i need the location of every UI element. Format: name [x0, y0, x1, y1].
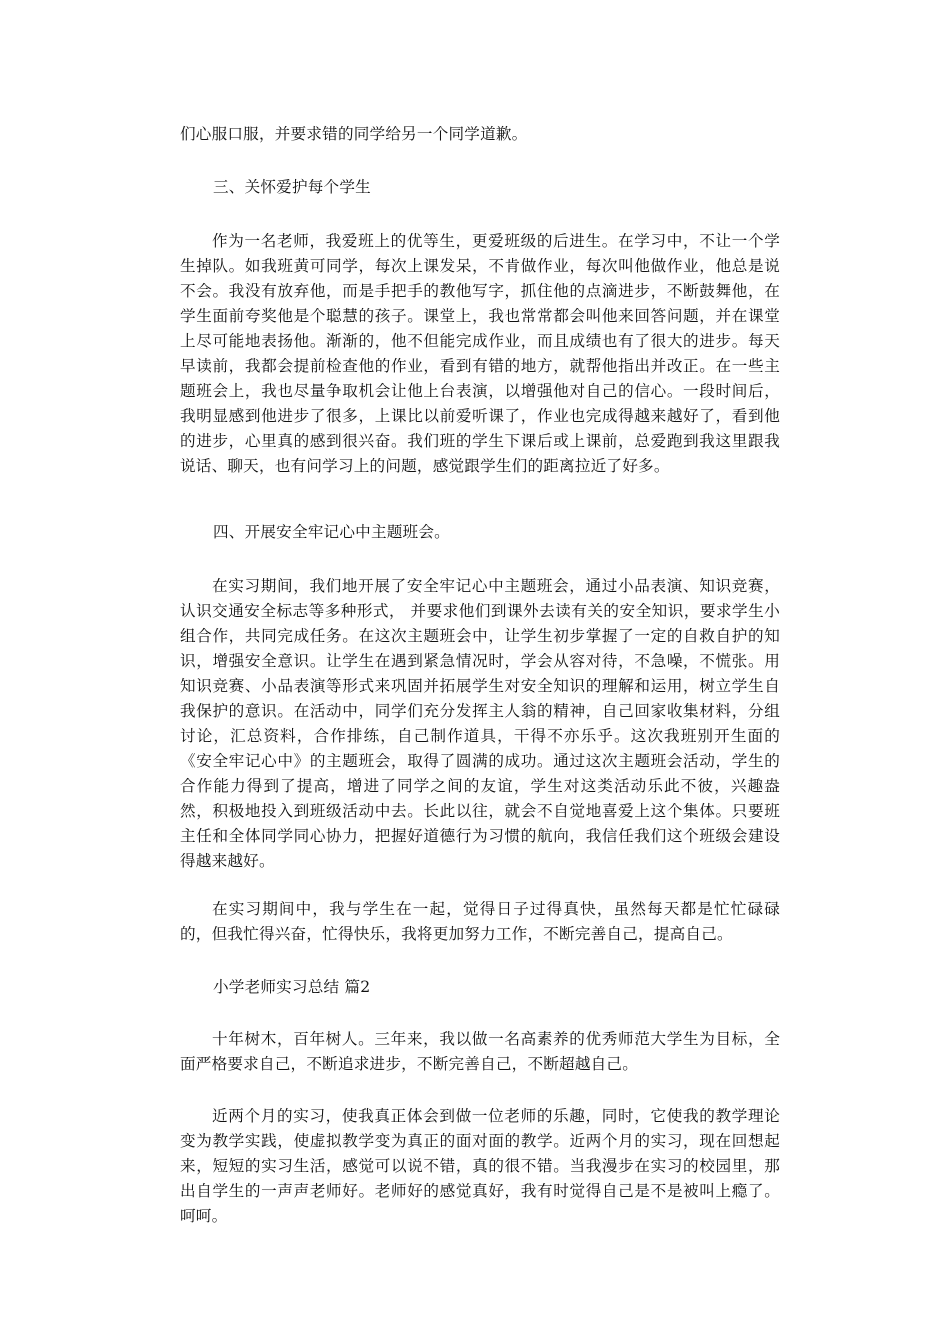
paragraph-care-for-students: 作为一名老师，我爱班上的优等生，更爱班级的后进生。在学习中，不让一个学生掉队。如我班黄可同学，每次上课发呆，不肯做作业，每次叫他做作业，他总是说不会。我没有放弃他，而是手把手的教他写字，抓住他的点滴进步，不断鼓舞他，在学生面前夸奖他是个聪慧的孩子。课堂上，我也常常都会叫他来回答问题，并在课堂上尽可能地表扬他。渐渐的，他不但能完成作业，而且成绩也有了很大的进步。每天早读前，我都会提前检查他的作业，看到有错的地方，就帮他指出并改正。在一些主题班会上，我也尽量争取机会让他上台表演，以增强他对自己的信心。一段时间后，我明显感到他进步了很多，上课比以前爱听课了，作业也完成得越来越好了，看到他的进步，心里真的感到很兴奋。我们班的学生下课后或上课前，总爱跑到我这里跟我说话、聊天，也有问学习上的问题，感觉跟学生们的距离拉近了好多。: [180, 232, 780, 475]
paragraph-continuation: 们心服口服，并要求错的同学给另一个同学道歉。: [180, 125, 528, 143]
paragraph-internship-feelings: 在实习期间中，我与学生在一起，觉得日子过得真快，虽然每天都是忙忙碌碌的，但我忙得兴奋，忙得快乐，我将更加努力工作，不断完善自己，提高自己。: [180, 900, 780, 943]
section-heading-3: 三、关怀爱护每个学生: [213, 178, 371, 196]
section-heading-4: 四、开展安全牢记心中主题班会。: [213, 523, 450, 541]
article-title-part-2: 小学老师实习总结 篇2: [213, 978, 371, 996]
paragraph-two-months-internship: 近两个月的实习，使我真正体会到做一位老师的乐趣，同时，它使我的教学理论变为教学实践，使虚拟教学变为真正的面对面的教学。近两个月的实习，现在回想起来，短短的实习生活，感觉可以说不错，真的很不错。当我漫步在实习的校园里，那出自学生的一声声老师好。老师好的感觉真好，我有时觉得自己是不是被叫上瘾了。呵呵。: [180, 1107, 780, 1225]
paragraph-goal: 十年树木，百年树人。三年来，我以做一名高素养的优秀师范大学生为目标，全面严格要求自己，不断追求进步，不断完善自己，不断超越自己。: [180, 1030, 780, 1073]
paragraph-safety-class-meeting: 在实习期间，我们地开展了安全牢记心中主题班会，通过小品表演、知识竞赛，认识交通安全标志等多种形式， 并要求他们到课外去读有关的安全知识，要求学生小组合作，共同完成任务。在这次主题班会中，让学生初步掌握了一定的自救自护的知识，增强安全意识。让学生在遇到紧急情况时，学会从容对待，不急噪，不慌张。用知识竞赛、小品表演等形式来巩固并拓展学生对安全知识的理解和运用，树立学生自我保护的意识。在活动中，同学们充分发挥主人翁的精神，自己回家收集材料，分组讨论，汇总资料，合作排练，自己制作道具，干得不亦乐乎。这次我班别开生面的《安全牢记心中》的主题班会，取得了圆满的成功。通过这次主题班会活动，学生的合作能力得到了提高，增进了同学之间的友谊，学生对这类活动乐此不彼，兴趣盎然，积极地投入到班级活动中去。长此以往，就会不自觉地喜爱上这个集体。只要班主任和全体同学同心协力，把握好道德行为习惯的航向，我信任我们这个班级会建设得越来越好。: [180, 577, 780, 870]
